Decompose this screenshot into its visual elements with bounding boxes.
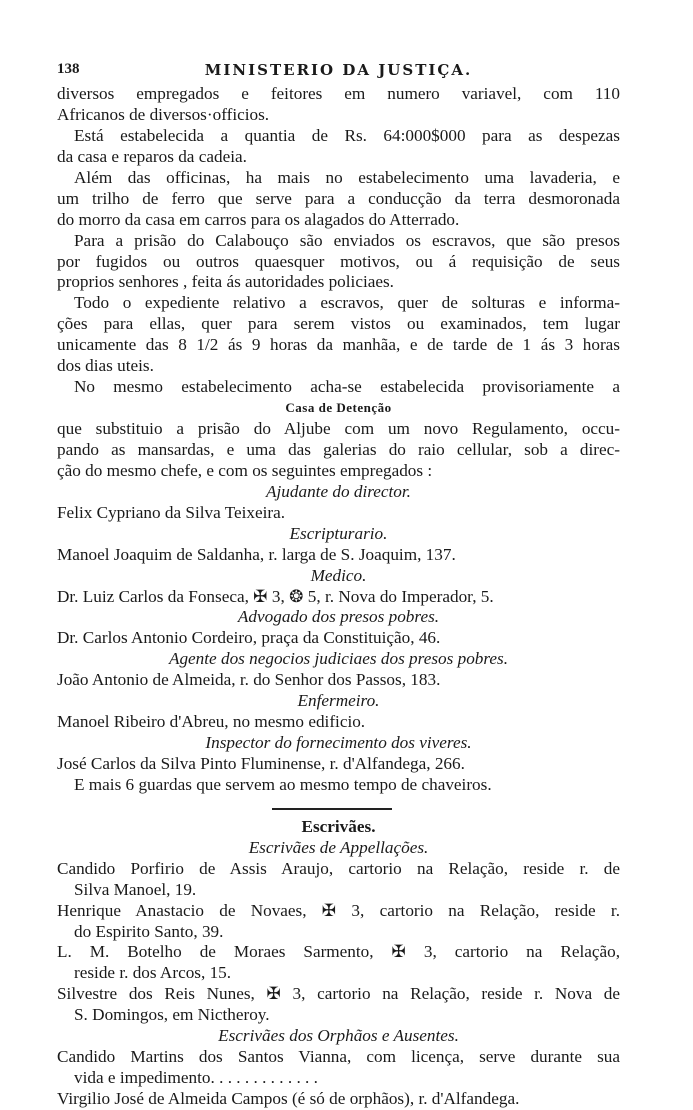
text-line: Dr. Luiz Carlos da Fonseca, ✠ 3, ❂ 5, r. Nova do Imperador, 5.	[57, 586, 494, 606]
section-subheading: Enfermeiro.	[297, 691, 380, 711]
section-subheading: Medico.	[310, 565, 367, 585]
text-line: Dr. Carlos Antonio Cordeiro, praça da Constituição, 46.	[57, 628, 441, 648]
text-line: do Espirito Santo, 39.	[74, 921, 224, 941]
text-line: E mais 6 guardas que servem ao mesmo tempo de chaveiros.	[74, 774, 492, 794]
text-line: Todo o expediente relativo a escravos, quer de solturas e informa-	[74, 293, 620, 313]
text-line: Para a prisão do Calabouço são enviados os escravos, que são presos	[74, 230, 620, 250]
text-line: vida e impedimento. . . . . . . . . . . . .	[74, 1068, 318, 1088]
section-heading: Escrivães.	[301, 816, 376, 836]
section-subheading: Inspector do fornecimento dos viveres.	[205, 733, 472, 753]
section-subheading: Ajudante do director.	[266, 481, 411, 501]
text-line: um trilho de ferro que serve para a conducção da terra desmoronada	[57, 188, 620, 208]
text-line: reside r. dos Arcos, 15.	[74, 963, 232, 983]
text-line: L. M. Botelho de Moraes Sarmento, ✠ 3, cartorio na Relação,	[57, 942, 620, 962]
document-page	[57, 61, 620, 1110]
section-subheading: Escripturario.	[289, 523, 388, 543]
section-subheading: Escrivães dos Orphãos e Ausentes.	[218, 1026, 459, 1046]
text-line: Manoel Joaquim de Saldanha, r. larga de S. Joaquim, 137.	[57, 544, 456, 564]
text-line: Manoel Ribeiro d'Abreu, no mesmo edificio.	[57, 712, 366, 732]
text-line: que substituio a prisão do Aljube com um novo Regulamento, occu-	[57, 419, 620, 438]
text-line: da casa e reparos da cadeia.	[57, 146, 247, 166]
text-line: Africanos de diversos·officios.	[57, 104, 270, 124]
section-divider	[57, 796, 620, 817]
text-line: diversos empregados e feitores em numero variavel, com 110	[57, 84, 620, 103]
text-line: Está estabelecida a quantia de Rs. 64:000$000 para as despezas	[74, 125, 620, 145]
text-line: do morro da casa em carros para os alagados do Atterrado.	[57, 209, 460, 229]
text-line: pando as mansardas, e uma das galerias do raio cellular, sob a direc-	[57, 439, 620, 459]
text-line: S. Domingos, em Nictheroy.	[74, 1005, 270, 1025]
section-subheading: Agente dos negocios judiciaes dos presos pobres.	[168, 649, 509, 669]
text-line: unicamente das 8 1/2 ás 9 horas da manhãa, e de tarde de 1 ás 3 horas	[57, 335, 620, 355]
text-line: por fugidos ou outros quaesquer motivos, ou á requisição de seus	[57, 251, 620, 271]
text-line: ções para ellas, quer para serem vistos ou examinados, tem lugar	[57, 314, 620, 334]
text-line: proprios senhores , feita ás autoridades policiaes.	[57, 272, 394, 292]
text-line: José Carlos da Silva Pinto Fluminense, r. d'Alfandega, 266.	[57, 754, 465, 773]
text-line: dos dias uteis.	[57, 356, 154, 376]
text-line: João Antonio de Almeida, r. do Senhor dos Passos, 183.	[57, 670, 441, 690]
text-line: Candido Porfirio de Assis Araujo, cartorio na Relação, reside r. de	[57, 858, 620, 878]
section-heading: Casa de Detenção	[285, 400, 392, 416]
text-line: Silva Manoel, 19.	[74, 879, 197, 899]
page-body	[57, 84, 620, 1110]
text-line: ção do mesmo chefe, e com os seguintes empregados :	[57, 460, 433, 480]
text-line: Felix Cypriano da Silva Teixeira.	[57, 502, 286, 522]
section-subheading: Escrivães de Appellações.	[248, 837, 429, 857]
running-title: MINISTERIO DA JUSTIÇA.	[204, 61, 473, 79]
running-header	[57, 61, 620, 82]
page-number: 138	[57, 61, 80, 77]
text-line: Silvestre dos Reis Nunes, ✠ 3, cartorio na Relação, reside r. Nova de	[57, 984, 620, 1004]
text-line: No mesmo estabelecimento acha-se estabelecida provisoriamente a	[74, 377, 620, 397]
text-line: Candido Martins dos Santos Vianna, com licença, serve durante sua	[57, 1047, 620, 1067]
text-line: Virgilio José de Almeida Campos (é só de orphãos), r. d'Alfandega.	[57, 1089, 520, 1108]
section-subheading: Advogado dos presos pobres.	[237, 607, 440, 627]
text-line: Além das officinas, ha mais no estabelecimento uma lavaderia, e	[74, 167, 620, 187]
text-line: Henrique Anastacio de Novaes, ✠ 3, cartorio na Relação, reside r.	[57, 900, 620, 920]
